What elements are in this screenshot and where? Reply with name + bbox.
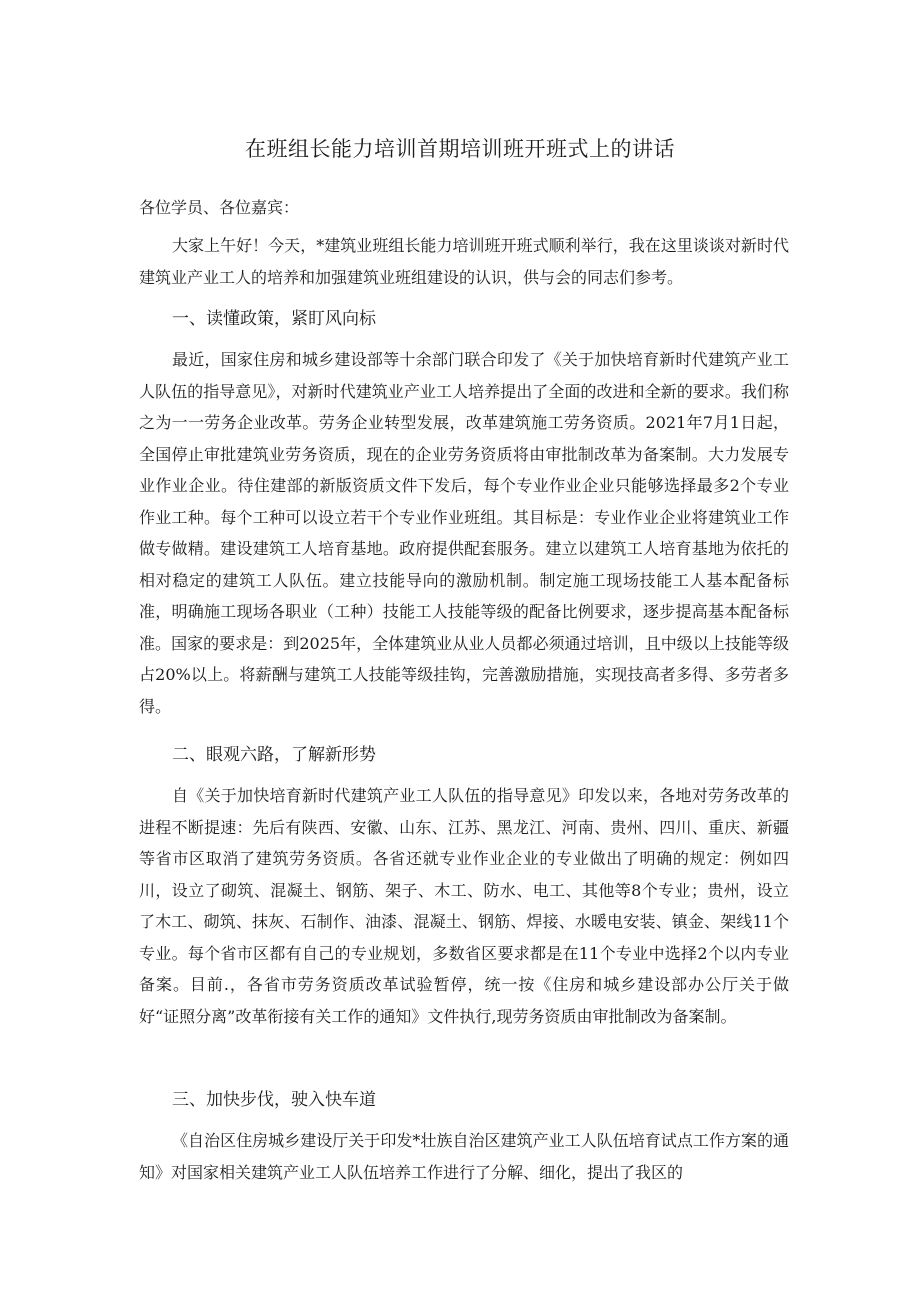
salutation: 各位学员、各位嘉宾： [139,198,300,217]
intro-paragraph: 大家上午好！今天，*建筑业班组长能力培训班开班式顺利举行，我在这里谈谈对新时代建筑业产业工人的培养和加强建筑业班组建设的认识，供与会的同志们参考。 [139,236,789,287]
section-heading-1: 一、读懂政策，紧盯风向标 [172,309,376,329]
document-title: 在班组长能力培训首期培训班开班式上的讲话 [245,137,675,161]
section-heading-2: 二、眼观六路，了解新形势 [172,745,376,765]
section-heading-3: 三、加快步伐，驶入快车道 [172,1090,376,1110]
section-body-2: 自《关于加快培育新时代建筑产业工人队伍的指导意见》印发以来，各地对劳务改革的进程不断提速：先后有陕西、安徽、山东、江苏、黑龙江、河南、贵州、四川、重庆、新疆等省市区取消了建筑劳务资质。各省还就专业作业企业的专业做出了明确的规定：例如四川，设立了砌筑、混凝土、钢筋、架子、木工、防水、电工、其他等8个专业；贵州，设立了木工、砌筑、抹灰、石制作、油漆、混凝土、钢筋、焊接、水暖电安装、镇金、架线11个专业。每个省市区都有自己的专业规划，多数省区要求都是在11个专业中选择2个以内专业备案。目前.，各省市劳务资质改革试验暂停，统一按《住房和城乡建设部办公厅关于做好“证照分离”改革衔接有关工作的通知》文件执行,现劳务资质由审批制改为备案制。 [139,786,789,1026]
section-body-1: 最近，国家住房和城乡建设部等十余部门联合印发了《关于加快培育新时代建筑产业工人队伍的指导意见》，对新时代建筑业产业工人培养提出了全面的改进和全新的要求。我们称之为一一劳务企业改革。劳务企业转型发展，改革建筑施工劳务资质。2021年7月1日起，全国停止审批建筑业劳务资质，现在的企业劳务资质将由审批制改革为备案制。大力发展专业作业企业。待住建部的新版资质文件下发后，每个专业作业企业只能够选择最多2个专业作业工种。每个工种可以设立若干个专业作业班组。其目标是：专业作业企业将建筑业工作做专做精。建设建筑工人培育基地。政府提供配套服务。建立以建筑工人培育基地为依托的相对稳定的建筑工人队伍。建立技能导向的激励机制。制定施工现场技能工人基本配备标准，明确施工现场各职业（工种）技能工人技能等级的配备比例要求，逐步提高基本配备标准。国家的要求是：到2025年，全体建筑业从业人员都必须通过培训，且中级以上技能等级占20%以上。将薪酬与建筑工人技能等级挂钩，完善激励措施，实现技高者多得、多劳者多得。 [139,350,789,716]
section-body-3: 《自治区住房城乡建设厅关于印发*壮族自治区建筑产业工人队伍培育试点工作方案的通知》对国家相关建筑产业工人队伍培养工作进行了分解、细化，提出了我区的 [139,1131,789,1182]
